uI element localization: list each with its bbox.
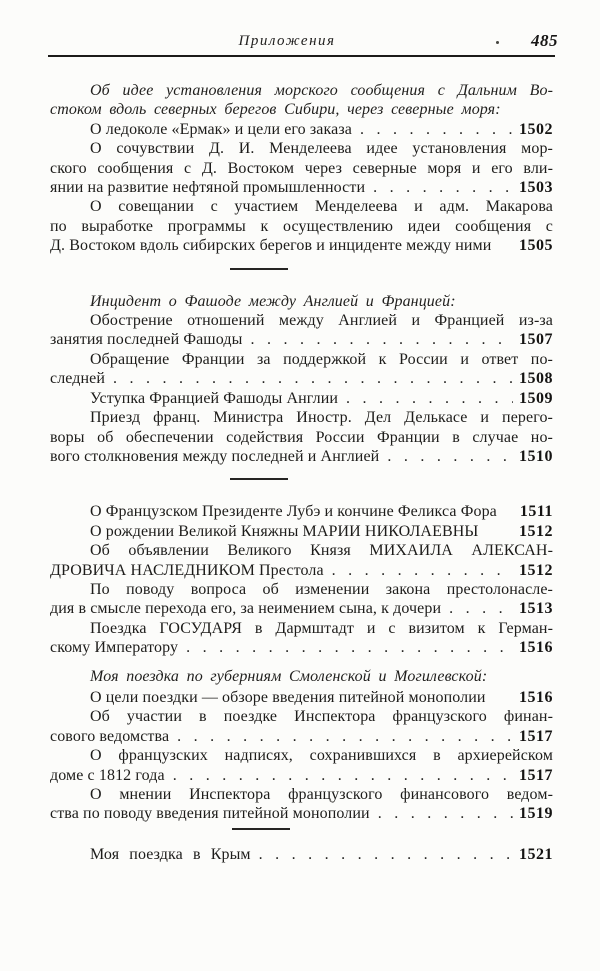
section-divider-rule [230, 478, 288, 480]
entry-page-number: 1513 [519, 600, 553, 618]
entry-text: сового ведомства [50, 727, 170, 745]
entry-line: Об объявлении Великого Князя МИХАИЛА АЛЕКСАН- [90, 542, 553, 560]
toc-entry-last-line [50, 120, 553, 139]
toc-entry-last-line [50, 638, 553, 657]
entry-text: Д. Востоком вдоль сибирских берегов и инциденте между ними [50, 237, 492, 255]
dot-leader [375, 804, 513, 823]
entry-line: Обращение Франции за поддержкой к России и ответ по- [90, 350, 553, 368]
entry-text: вого столкновения между последней и Англией [50, 447, 380, 465]
toc-entry-last-line [50, 369, 553, 388]
entry-text: следней [50, 370, 106, 388]
dot-leader [170, 766, 513, 785]
dot-leader [343, 389, 513, 408]
entry-page-number: 1517 [519, 766, 553, 784]
toc-section-heading [50, 667, 553, 686]
toc-entry-last-line [50, 727, 553, 746]
dot-leader [357, 120, 513, 139]
entry-text: доме с 1812 года [50, 766, 165, 784]
page-number: 485 [531, 31, 558, 50]
toc-entry-last-line [50, 599, 553, 618]
entry-page-number: 1512 [519, 561, 553, 579]
entry-text: О ледоколе «Ермак» и цели его заказа [90, 120, 352, 138]
dot-leader [256, 845, 513, 864]
entry-line: О сочувствии Д. И. Менделеева идее установления мор- [90, 140, 553, 158]
toc-entry [50, 502, 553, 521]
toc-entry-last-line [50, 330, 553, 349]
page-header-title: Приложения [238, 33, 336, 49]
entry-line: О французских надписях, сохранившихся в архиерейском [90, 747, 553, 765]
toc-entry [50, 580, 553, 619]
toc-entry [50, 389, 553, 408]
entry-text: занятия последней Фашоды [50, 331, 243, 349]
dot-leader [329, 561, 513, 580]
entry-text: Уступка Францией Фашоды Англии [90, 389, 339, 407]
entry-page-number: 1503 [519, 179, 553, 197]
toc-entry-last-line [50, 236, 553, 255]
entry-page-number: 1502 [519, 120, 553, 138]
entry-line: Приезд франц. Министра Иностр. Дел Делькасе и перего- [90, 409, 553, 427]
entry-page-number: 1516 [519, 639, 553, 657]
entry-page-number: 1512 [519, 522, 553, 540]
heading-line: стоком вдоль северных берегов Сибири, через северные моря: [50, 101, 501, 119]
entry-line: ского сообщения с Д. Востоком через северные моря и его вли- [50, 159, 553, 177]
entry-text: янии на развитие нефтяной промышленности [50, 179, 366, 197]
entry-page-number: 1507 [519, 331, 553, 349]
dot-leader [370, 178, 513, 197]
toc-entry [50, 408, 553, 466]
toc-entry [50, 522, 553, 541]
toc-entry [50, 707, 553, 746]
toc-entry-last-line [50, 688, 553, 707]
toc-entry-last-line [50, 389, 553, 408]
dot-leader [384, 447, 513, 466]
ink-speck [496, 41, 499, 44]
entry-page-number: 1511 [519, 503, 553, 521]
entry-text: скому Императору [50, 639, 179, 657]
entry-line: по выработке программы к осуществлению идеи сообщения с [50, 217, 553, 235]
section-divider-rule [230, 268, 288, 270]
entry-page-number: 1508 [519, 370, 553, 388]
toc-entry-last-line [50, 522, 553, 541]
entry-page-number: 1519 [519, 805, 553, 823]
entry-line: О мнении Инспектора французского финансового ведом- [90, 786, 553, 803]
entry-page-number: 1517 [519, 727, 553, 745]
entry-text: О цели поездки — обзоре введения питейной монополии [90, 688, 486, 706]
toc-entry-last-line [50, 447, 553, 466]
header-rule [48, 55, 555, 57]
dot-leader [247, 330, 513, 349]
entry-line: По поводу вопроса об изменении закона престолонасле- [90, 580, 553, 598]
entry-line: Поездка ГОСУДАРЯ в Дармштадт и с визитом к Герман- [90, 619, 553, 637]
section-divider-rule [232, 828, 290, 830]
toc-entry [50, 311, 553, 350]
toc-section-heading [50, 292, 553, 311]
entry-line: Обострение отношений между Англией и Францией из-за [90, 312, 553, 330]
dot-leader [446, 599, 513, 618]
dot-leader [174, 727, 513, 746]
toc-entry-last-line [50, 766, 553, 785]
toc-entry-last-line [50, 804, 553, 823]
toc-entry [50, 688, 553, 707]
toc-entry-last-line [50, 502, 553, 521]
toc-entry [50, 746, 553, 785]
heading-line: Об идее установления морского сообщения с Дальним Во- [90, 82, 553, 99]
entry-line: Об участии в поездке Инспектора французского финан- [90, 708, 553, 726]
dot-leader [110, 369, 513, 388]
entry-text: ДРОВИЧА НАСЛЕДНИКОМ Престола [50, 561, 324, 579]
heading-line: Моя поездка по губерниям Смоленской и Могилевской: [90, 667, 488, 685]
toc-entry [50, 785, 553, 824]
toc-section-heading [50, 81, 553, 120]
toc-entry [50, 120, 553, 139]
toc-entry [50, 197, 553, 255]
entry-text: Моя поездка в Крым [90, 845, 251, 863]
entry-page-number: 1510 [519, 447, 553, 465]
entry-line: О совещании с участием Менделеева и адм. Макарова [90, 198, 553, 216]
entry-page-number: 1521 [519, 845, 553, 863]
toc-entry-last-line [50, 178, 553, 197]
entry-text: О рождении Великой Княжны МАРИИ НИКОЛАЕВНЫ [90, 522, 479, 540]
toc-entry [50, 845, 553, 864]
toc-entry [50, 619, 553, 658]
entry-page-number: 1505 [519, 237, 553, 255]
entry-page-number: 1509 [519, 389, 553, 407]
toc-entry [50, 541, 553, 580]
toc-entry-last-line [50, 845, 553, 864]
toc-entry-last-line [50, 561, 553, 580]
toc-entry [50, 139, 553, 197]
entry-text: ства по поводу введения питейной монополии [50, 805, 370, 823]
entry-page-number: 1516 [519, 688, 553, 706]
heading-line: Инцидент о Фашоде между Англией и Францией: [90, 292, 456, 310]
dot-leader [183, 638, 513, 657]
entry-text: О Французском Президенте Лубэ и кончине Феликса Фора [90, 503, 497, 521]
toc-entry [50, 350, 553, 389]
entry-text: дия в смысле перехода его, за неимением сына, к дочери [50, 600, 442, 618]
entry-line: воры об обеспечении содействия России Франции в случае но- [50, 428, 553, 446]
table-of-contents [50, 81, 553, 864]
